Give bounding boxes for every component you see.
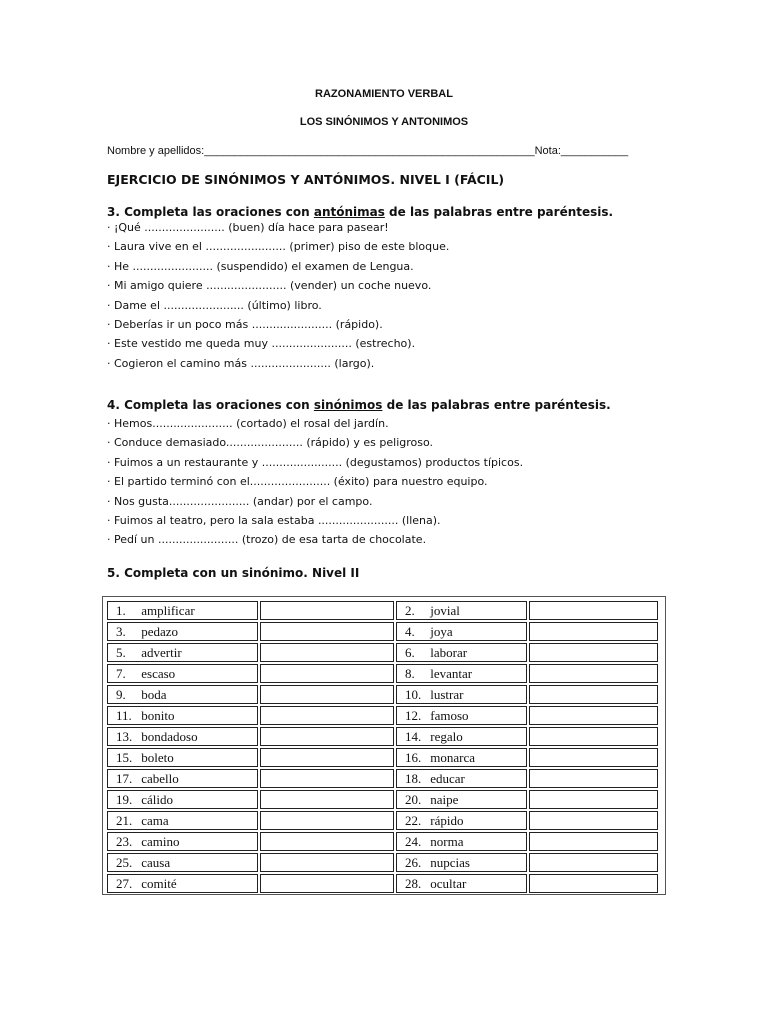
answer-cell[interactable] [260, 706, 394, 725]
table-row [107, 685, 658, 704]
answer-cell[interactable] [260, 790, 394, 809]
item-number: 22. [405, 813, 422, 828]
table-row [107, 727, 658, 746]
answer-cell[interactable] [529, 601, 658, 620]
item-number: 6. [405, 645, 415, 660]
item-number: 12. [405, 708, 422, 723]
word-cell [107, 601, 258, 620]
table-row [107, 748, 658, 767]
table-row [107, 622, 658, 641]
table-row [107, 832, 658, 851]
section-5-heading: 5. Completa con un sinónimo. Nivel II [107, 566, 360, 580]
item-word: rápido [430, 813, 464, 828]
item-number: 2. [405, 603, 415, 618]
item-number: 4. [405, 624, 415, 639]
answer-cell[interactable] [529, 790, 658, 809]
document-subtitle: LOS SINÓNIMOS Y ANTONIMOS [299, 116, 469, 128]
table-row [107, 643, 658, 662]
answer-cell[interactable] [529, 706, 658, 725]
item-word: boleto [141, 750, 174, 765]
word-cell [107, 748, 258, 767]
word-cell [107, 727, 258, 746]
word-cell [396, 832, 527, 851]
table-row [107, 790, 658, 809]
sentence-item[interactable]: · Laura vive en el ....................... (primer) piso de este bloque. [107, 240, 450, 254]
word-cell [396, 874, 527, 893]
word-cell [107, 664, 258, 683]
sentence-item[interactable]: · He ....................... (suspendido) el examen de Lengua. [107, 259, 414, 273]
word-cell [396, 769, 527, 788]
item-number: 24. [405, 834, 422, 849]
item-number: 9. [116, 687, 126, 702]
answer-cell[interactable] [529, 874, 658, 893]
item-word: famoso [430, 708, 469, 723]
answer-cell[interactable] [529, 727, 658, 746]
item-number: 20. [405, 792, 422, 807]
item-number: 15. [116, 750, 133, 765]
answer-cell[interactable] [260, 832, 394, 851]
sentence-item[interactable]: · Este vestido me queda muy ....................... (estrecho). [107, 337, 416, 351]
item-word: ocultar [430, 876, 467, 891]
item-word: nupcias [430, 855, 470, 870]
sentence-item[interactable]: · Dame el ....................... (último) libro. [107, 298, 322, 312]
synonym-table-body [107, 601, 658, 893]
table-row [107, 769, 658, 788]
item-number: 27. [116, 876, 133, 891]
item-number: 23. [116, 834, 133, 849]
item-number: 17. [116, 771, 133, 786]
answer-cell[interactable] [529, 832, 658, 851]
answer-cell[interactable] [260, 853, 394, 872]
item-word: norma [430, 834, 464, 849]
item-number: 14. [405, 729, 422, 744]
answer-cell[interactable] [529, 769, 658, 788]
answer-cell[interactable] [529, 811, 658, 830]
answer-cell[interactable] [260, 664, 394, 683]
item-number: 21. [116, 813, 133, 828]
word-cell [107, 706, 258, 725]
item-number: 18. [405, 771, 422, 786]
answer-cell[interactable] [260, 622, 394, 641]
name-grade-line [107, 145, 628, 157]
table-row [107, 601, 658, 620]
item-number: 13. [116, 729, 133, 744]
word-cell [396, 601, 527, 620]
table-row [107, 853, 658, 872]
item-word: comité [141, 876, 177, 891]
sentence-item[interactable]: · Fuimos a un restaurante y ....................... (degustamos) productos típicos. [107, 455, 524, 469]
name-label: Nombre y apellidos: [107, 145, 205, 157]
item-number: 26. [405, 855, 422, 870]
answer-cell[interactable] [529, 748, 658, 767]
grade-blank[interactable]: ___________ [560, 145, 629, 157]
answer-cell[interactable] [529, 643, 658, 662]
section-3-suffix: de las palabras entre paréntesis. [384, 205, 614, 219]
item-number: 8. [405, 666, 415, 681]
sentence-item[interactable]: · Cogieron el camino más ....................... (largo). [107, 356, 375, 370]
sentence-item[interactable]: · Mi amigo quiere ....................... (vender) un coche nuevo. [107, 279, 432, 293]
sentence-item[interactable]: · Fuimos al teatro, pero la sala estaba ....................... (llena). [107, 513, 441, 527]
section-3-prefix: 3. Completa las oraciones con [107, 205, 314, 219]
item-word: camino [141, 834, 180, 849]
item-word: lustrar [430, 687, 464, 702]
item-word: bonito [141, 708, 175, 723]
word-cell [396, 727, 527, 746]
word-cell [107, 622, 258, 641]
answer-cell[interactable] [529, 685, 658, 704]
item-word: monarca [430, 750, 476, 765]
item-word: educar [430, 771, 465, 786]
item-word: causa [141, 855, 171, 870]
item-number: 7. [116, 666, 126, 681]
answer-cell[interactable] [260, 643, 394, 662]
word-cell [396, 706, 527, 725]
word-cell [396, 790, 527, 809]
item-number: 19. [116, 792, 133, 807]
item-word: amplificar [141, 603, 195, 618]
section-4-list [107, 414, 523, 550]
sentence-item[interactable]: · Nos gusta....................... (andar) por el campo. [107, 494, 373, 508]
answer-cell[interactable] [260, 874, 394, 893]
item-number: 11. [116, 708, 132, 723]
section-4-heading [107, 398, 611, 412]
table-row [107, 664, 658, 683]
exercise-heading: EJERCICIO DE SINÓNIMOS Y ANTÓNIMOS. NIVEL I (FÁCIL) [107, 172, 505, 187]
section-4-suffix: de las palabras entre paréntesis. [382, 398, 611, 412]
synonym-table [102, 596, 666, 895]
table-row [107, 874, 658, 893]
word-cell [107, 811, 258, 830]
document-title: RAZONAMIENTO VERBAL [315, 88, 453, 100]
item-word: laborar [430, 645, 468, 660]
answer-cell[interactable] [260, 601, 394, 620]
answer-cell[interactable] [260, 685, 394, 704]
sentence-item[interactable]: · Pedí un ....................... (trozo) de esa tarta de chocolate. [107, 533, 427, 547]
answer-cell[interactable] [529, 664, 658, 683]
item-number: 10. [405, 687, 422, 702]
sentence-item[interactable]: · ¡Qué ....................... (buen) día hace para pasear! [107, 221, 389, 234]
answer-cell[interactable] [529, 853, 658, 872]
word-cell [396, 748, 527, 767]
word-cell [396, 811, 527, 830]
sentence-item[interactable]: · El partido terminó con el....................... (éxito) para nuestro equipo. [107, 475, 488, 489]
sentence-item[interactable]: · Deberías ir un poco más ....................... (rápido). [107, 317, 383, 331]
item-word: cabello [141, 771, 179, 786]
item-word: boda [141, 687, 167, 702]
answer-cell[interactable] [529, 622, 658, 641]
section-4-keyword: sinónimos [313, 398, 383, 412]
item-number: 5. [116, 645, 126, 660]
word-cell [107, 853, 258, 872]
item-number: 28. [405, 876, 422, 891]
item-word: escaso [141, 666, 176, 681]
item-number: 3. [116, 624, 126, 639]
word-cell [396, 622, 527, 641]
item-word: joya [430, 624, 453, 639]
item-word: cama [141, 813, 169, 828]
answer-cell[interactable] [260, 811, 394, 830]
word-cell [107, 643, 258, 662]
section-3-list [107, 218, 449, 373]
answer-cell[interactable] [260, 748, 394, 767]
word-cell [396, 853, 527, 872]
name-blank[interactable]: ______________________________________________________ [204, 145, 535, 157]
table-row [107, 811, 658, 830]
word-cell [396, 664, 527, 683]
section-4-prefix: 4. Completa las oraciones con [107, 398, 314, 412]
item-word: cálido [141, 792, 174, 807]
section-3-heading [107, 205, 613, 219]
answer-cell[interactable] [260, 769, 394, 788]
word-cell [107, 685, 258, 704]
word-cell [396, 643, 527, 662]
word-cell [107, 832, 258, 851]
word-cell [107, 769, 258, 788]
item-word: levantar [430, 666, 473, 681]
item-word: naipe [430, 792, 459, 807]
item-number: 16. [405, 750, 422, 765]
sentence-item[interactable]: · Conduce demasiado...................... (rápido) y es peligroso. [107, 436, 434, 450]
item-number: 25. [116, 855, 133, 870]
item-word: bondadoso [141, 729, 198, 744]
section-3-keyword: antónimas [313, 205, 385, 219]
item-word: jovial [430, 603, 460, 618]
item-word: pedazo [141, 624, 179, 639]
table-row [107, 706, 658, 725]
word-cell [107, 874, 258, 893]
item-word: regalo [430, 729, 463, 744]
word-cell [396, 685, 527, 704]
grade-label: Nota: [534, 145, 561, 157]
sentence-item[interactable]: · Hemos....................... (cortado) el rosal del jardín. [107, 417, 389, 430]
item-word: advertir [141, 645, 182, 660]
item-number: 1. [116, 603, 126, 618]
word-cell [107, 790, 258, 809]
answer-cell[interactable] [260, 727, 394, 746]
